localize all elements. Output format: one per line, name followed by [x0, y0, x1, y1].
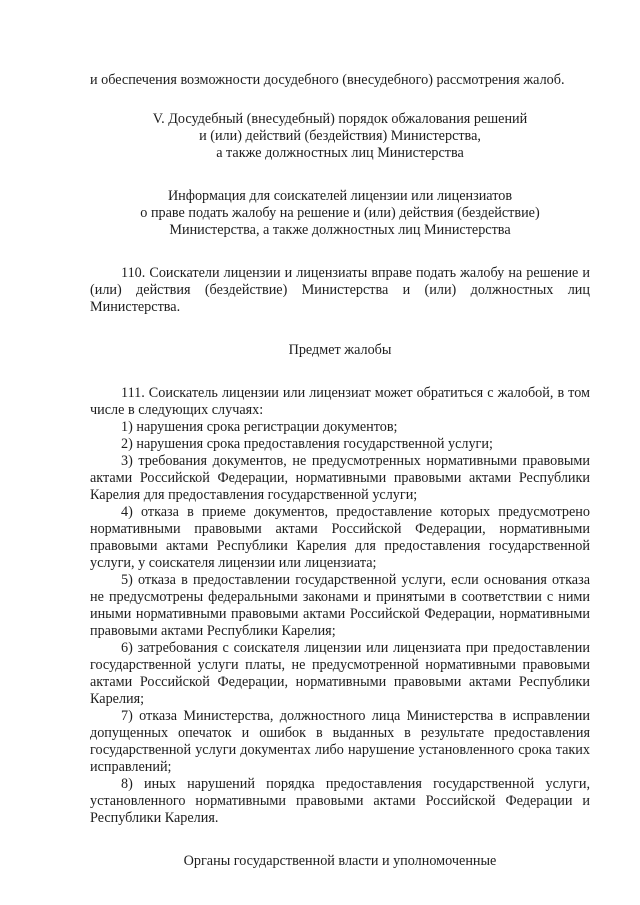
paragraph-111: 111. Соискатель лицензии или лицензиат может обратиться с жалобой, в том числе в следующих случаях:	[90, 385, 590, 418]
subject-heading: Предмет жалобы	[288, 342, 392, 358]
info-heading-line-2: о праве подать жалобу на решение и (или) действия (бездействие)	[140, 205, 540, 221]
list-item: 4) отказа в приеме документов, предоставление которых предусмотрено нормативными правовыми актами Российской Федерации, нормативными правовыми актами Республики Карелия для предоставления государственной услуги, у соискателя лицензии или лицензиата;	[90, 504, 590, 571]
section-heading-line-3: а также должностных лиц Министерства	[216, 145, 464, 161]
list-item: 1) нарушения срока регистрации документов;	[121, 419, 398, 435]
list-item: 3) требования документов, не предусмотренных нормативными правовыми актами Российской Федерации, нормативными правовыми актами Республики Карелия для предоставления государственной услуги;	[90, 453, 590, 503]
bottom-heading: Органы государственной власти и уполномоченные	[183, 853, 497, 869]
list-item: 2) нарушения срока предоставления государственной услуги;	[121, 436, 493, 452]
list-item: 6) затребования с соискателя лицензии или лицензиата при предоставлении государственной услуги платы, не предусмотренной нормативными правовыми актами Российской Федерации, нормативными правовыми актами Республики Карелия;	[90, 640, 590, 707]
section-heading-line-1: V. Досудебный (внесудебный) порядок обжалования решений	[152, 111, 528, 127]
info-heading-line-3: Министерства, а также должностных лиц Министерства	[169, 222, 511, 238]
complaint-cases-list	[90, 419, 590, 827]
info-heading-line-1: Информация для соискателей лицензии или лицензиатов	[167, 188, 513, 204]
paragraph-110: 110. Соискатели лицензии и лицензиаты вправе подать жалобу на решение и (или) действия (бездействие) Министерства и (или) должностных лиц Министерства.	[90, 265, 590, 315]
section-heading	[90, 111, 590, 162]
intro-tail-text: и обеспечения возможности досудебного (внесудебного) рассмотрения жалоб.	[90, 72, 565, 88]
section-heading-line-2: и (или) действий (бездействия) Министерства,	[199, 128, 481, 144]
list-item: 8) иных нарушений порядка предоставления государственной услуги, установленного нормативными правовыми актами Российской Федерации и Республики Карелия.	[90, 776, 590, 826]
list-item: 7) отказа Министерства, должностного лица Министерства в исправлении допущенных опечаток и ошибок в выданных в результате предоставления государственной услуги документах либо нарушение установленного срока таких исправлений;	[90, 708, 590, 775]
list-item: 5) отказа в предоставлении государственной услуги, если основания отказа не предусмотрены федеральными законами и принятыми в соответствии с ними иными нормативными правовыми актами Российской Федерации, нормативными правовыми актами Республики Карелия;	[90, 572, 590, 639]
info-heading	[90, 188, 590, 239]
